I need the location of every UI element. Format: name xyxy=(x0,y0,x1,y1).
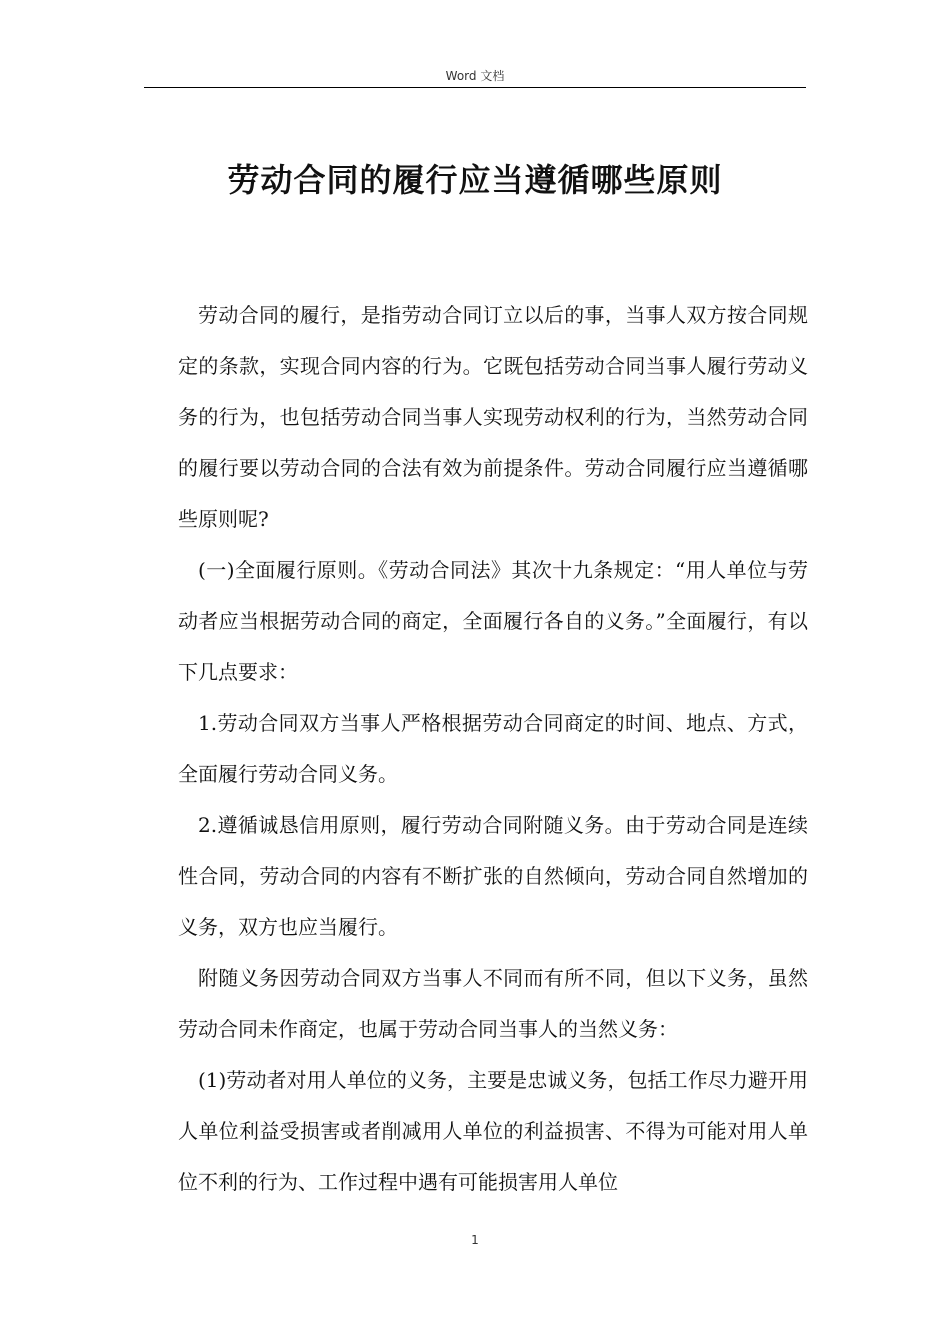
document-body xyxy=(178,290,808,1208)
page-number: 1 xyxy=(471,1233,479,1247)
header-divider xyxy=(144,87,806,88)
paragraph: 1.劳动合同双方当事人严格根据劳动合同商定的时间、地点、方式，全面履行劳动合同义务。 xyxy=(178,711,808,786)
paragraph: 附随义务因劳动合同双方当事人不同而有所不同，但以下义务，虽然劳动合同未作商定，也属于劳动合同当事人的当然义务： xyxy=(178,966,808,1041)
document-title: 劳动合同的履行应当遵循哪些原则 xyxy=(227,161,723,199)
paragraph: 劳动合同的履行，是指劳动合同订立以后的事，当事人双方按合同规定的条款，实现合同内容的行为。它既包括劳动合同当事人履行劳动义务的行为，也包括劳动合同当事人实现劳动权利的行为，当然劳动合同的履行要以劳动合同的合法有效为前提条件。劳动合同履行应当遵循哪些原则呢? xyxy=(178,303,808,531)
paragraph: (一)全面履行原则。《劳动合同法》其次十九条规定：“用人单位与劳动者应当根据劳动合同的商定，全面履行各自的义务。”全面履行，有以下几点要求： xyxy=(178,558,808,684)
paragraph: 2.遵循诚恳信用原则，履行劳动合同附随义务。由于劳动合同是连续性合同，劳动合同的内容有不断扩张的自然倾向，劳动合同自然增加的义务，双方也应当履行。 xyxy=(178,813,808,939)
page-header: Word 文档 xyxy=(445,69,505,83)
paragraph: (1)劳动者对用人单位的义务，主要是忠诚义务，包括工作尽力避开用人单位利益受损害或者削减用人单位的利益损害、不得为可能对用人单位不利的行为、工作过程中遇有可能损害用人单位 xyxy=(178,1068,808,1194)
